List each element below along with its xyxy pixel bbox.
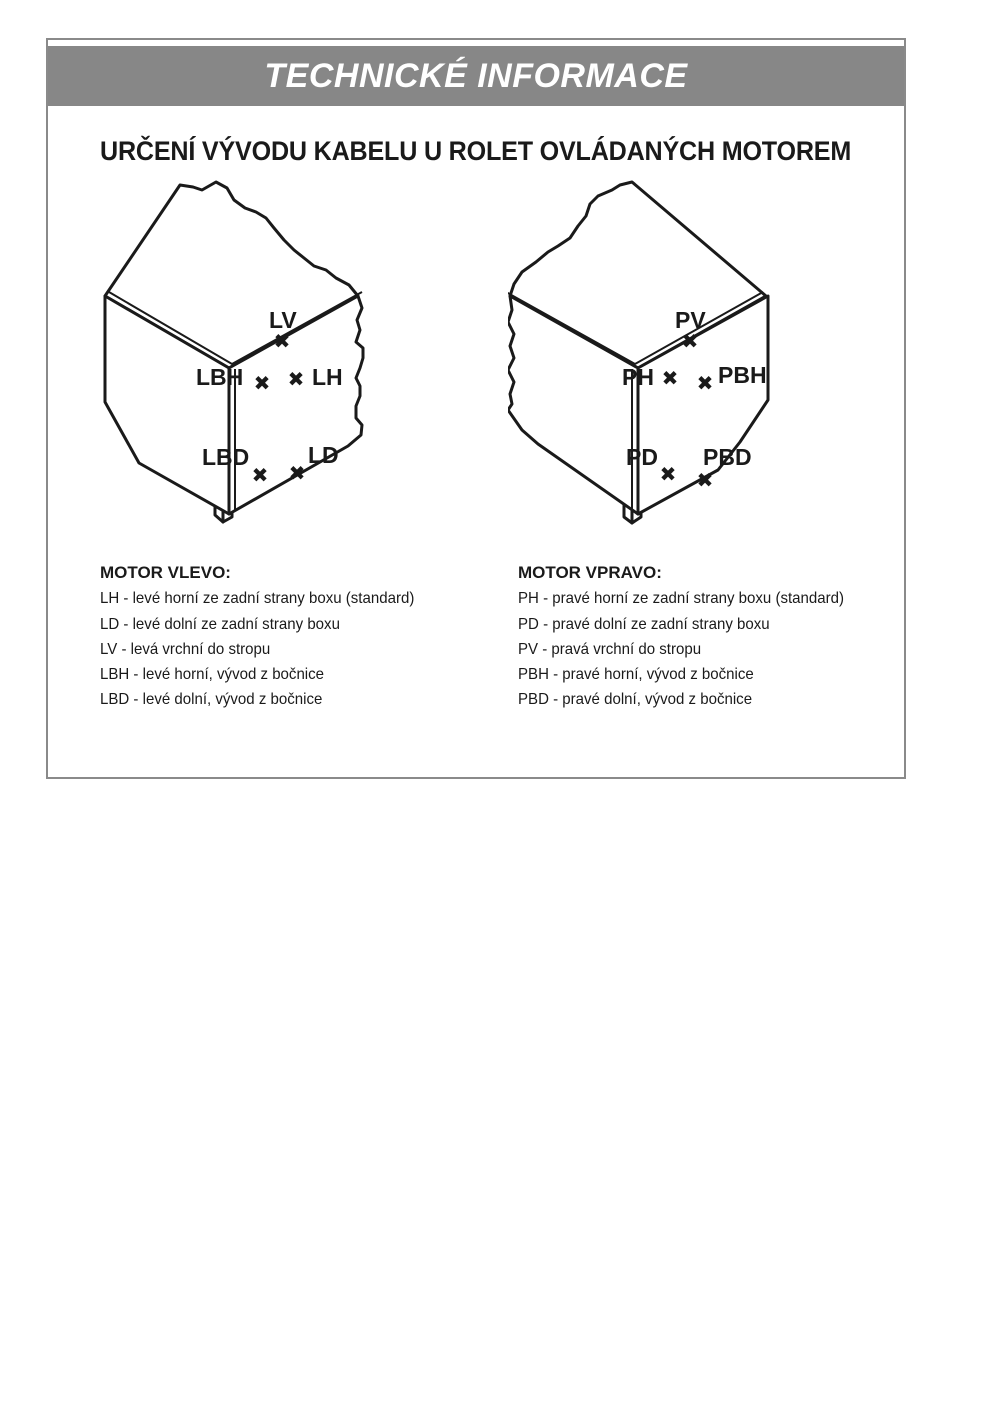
label-pbd: PBD (703, 444, 752, 470)
legend-right-item: PD - pravé dolní ze zadní strany boxu (518, 615, 770, 633)
lv-marker-icon: ✖ (273, 329, 291, 353)
header-bar (48, 46, 904, 106)
legend-right-item: PBH - pravé horní, vývod z bočnice (518, 666, 754, 684)
legend-left-item: LH - levé horní ze zadní strany boxu (standard) (100, 590, 415, 608)
legend-left-item: LBD - levé dolní, vývod z bočnice (100, 691, 323, 709)
legend-left-item: LD - levé dolní ze zadní strany boxu (100, 615, 340, 633)
pv-marker-icon: ✖ (681, 329, 699, 353)
legend-right-item: PBD - pravé dolní, vývod z bočnice (518, 691, 753, 709)
technical-info-panel (46, 38, 906, 779)
header-title: TECHNICKÉ INFORMACE (264, 57, 688, 95)
label-lv: LV (269, 307, 297, 333)
lbd-marker-icon: ✖ (251, 463, 269, 487)
lbh-marker-icon: ✖ (253, 371, 271, 395)
box-diagram-left-svg (98, 180, 418, 530)
pbd-marker-icon: ✖ (696, 468, 714, 492)
label-pv: PV (675, 307, 706, 333)
legend-left-item: LBH - levé horní, vývod z bočnice (100, 666, 325, 684)
ph-marker-icon: ✖ (661, 366, 679, 390)
label-ld: LD (308, 442, 339, 468)
label-ph: PH (622, 364, 654, 390)
label-lh: LH (312, 364, 343, 390)
legend-left-title: MOTOR VLEVO: (100, 563, 231, 582)
label-pd: PD (626, 444, 658, 470)
legend-motor-right (518, 560, 865, 713)
box-diagram-right (508, 180, 828, 530)
box-diagram-left (98, 180, 418, 530)
legend-left-item: LV - levá vrchní do stropu (100, 640, 271, 658)
lh-marker-icon: ✖ (287, 367, 305, 391)
label-lbd: LBD (202, 444, 250, 470)
legend-right-item: PV - pravá vrchní do stropu (518, 640, 702, 658)
pbh-marker-icon: ✖ (696, 371, 714, 395)
legend-motor-left (100, 560, 434, 713)
section-subtitle: URČENÍ VÝVODU KABELU U ROLET OVLÁDANÝCH MOTOREM (100, 136, 852, 166)
pd-marker-icon: ✖ (659, 462, 677, 486)
legend-right-title: MOTOR VPRAVO: (518, 563, 662, 582)
ld-marker-icon: ✖ (288, 461, 306, 485)
label-pbh: PBH (718, 362, 767, 388)
box-diagram-right-svg (508, 180, 828, 530)
label-lbh: LBH (196, 364, 244, 390)
legend-right-item: PH - pravé horní ze zadní strany boxu (standard) (518, 590, 845, 608)
